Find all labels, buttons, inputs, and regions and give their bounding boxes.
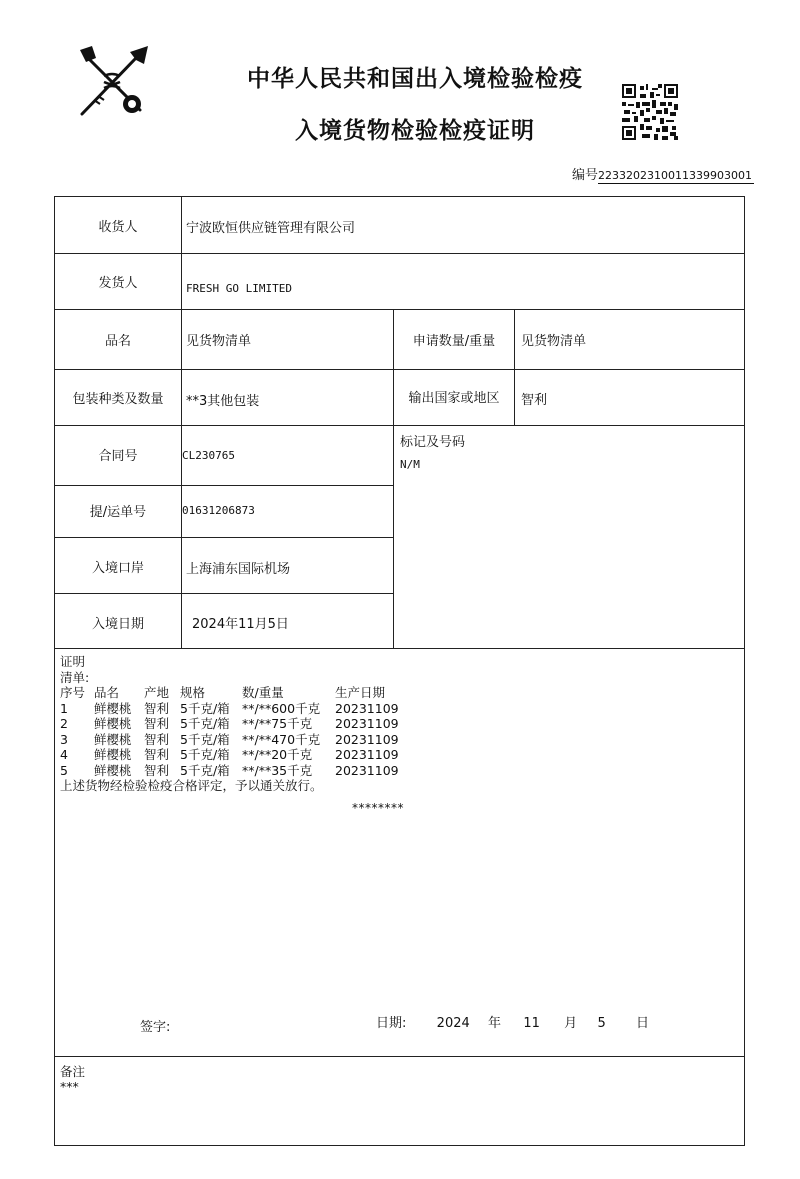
contract-label: 合同号	[98, 449, 138, 464]
origin-value: 智利	[521, 393, 548, 408]
row-number: 1	[60, 700, 68, 716]
date-month-unit: 月	[564, 1016, 578, 1031]
row-spec: 5千克/箱	[180, 762, 230, 778]
row-production-date: 20231109	[335, 731, 399, 747]
date-day-unit: 日	[636, 1016, 650, 1031]
row-spec: 5千克/箱	[180, 716, 230, 731]
column-header: 序号	[60, 685, 86, 700]
consignee-label: 收货人	[98, 220, 138, 235]
column-header: 生产日期	[335, 685, 386, 700]
consignee-value: 宁波欧恒供应链管理有限公司	[186, 221, 356, 236]
product-value: 见货物清单	[186, 334, 252, 349]
row-production-date: 20231109	[335, 747, 399, 762]
consignor-value: FRESH GO LIMITED	[186, 282, 292, 295]
row-number: 5	[60, 762, 68, 778]
certification-statement: 上述货物经检验检疫合格评定，予以通关放行。	[60, 778, 323, 793]
entry-date-value: 2024年11月5日	[192, 617, 289, 632]
date-day: 5	[597, 1016, 606, 1031]
row-number: 2	[60, 716, 68, 731]
column-header: 数/重量	[242, 685, 284, 700]
goods-list-header	[60, 685, 620, 701]
column-header: 产地	[144, 685, 170, 700]
packing-label: 包装种类及数量	[72, 392, 164, 407]
row-quantity: **/**600千克	[242, 700, 321, 716]
row-origin: 智利	[144, 747, 170, 762]
row-production-date: 20231109	[335, 700, 399, 716]
row-origin: 智利	[144, 716, 170, 731]
bill-of-lading-label: 提/运单号	[89, 505, 147, 520]
row-spec: 5千克/箱	[180, 731, 230, 747]
certification-body	[60, 654, 620, 794]
column-header: 品名	[94, 685, 120, 700]
signature-label: 签字:	[140, 1020, 171, 1035]
remarks-label: 备注	[60, 1064, 86, 1079]
contract-value: CL230765	[182, 449, 235, 462]
bill-of-lading-value: 01631206873	[182, 504, 255, 517]
goods-list-row	[60, 701, 620, 717]
row-product: 鲜樱桃	[94, 731, 132, 747]
consignor-label: 发货人	[98, 276, 138, 291]
origin-label: 输出国家或地区	[408, 391, 500, 406]
row-quantity: **/**35千克	[242, 762, 313, 778]
marks-value: N/M	[400, 458, 420, 471]
authority-title: 中华人民共和国出入境检验检疫	[247, 66, 583, 92]
column-header: 规格	[180, 685, 206, 700]
certificate-number-label: 编号	[572, 168, 599, 183]
row-product: 鲜樱桃	[94, 716, 132, 731]
date-year: 2024	[436, 1016, 470, 1031]
remarks	[60, 1064, 85, 1094]
entry-port-label: 入境口岸	[91, 561, 144, 576]
date-year-unit: 年	[488, 1016, 502, 1031]
row-product: 鲜樱桃	[94, 762, 132, 778]
certificate-number-value: 2233202310011339903001	[598, 169, 752, 182]
quantity-label: 申请数量/重量	[412, 334, 496, 349]
quantity-value: 见货物清单	[521, 334, 587, 349]
packing-value: **3其他包装	[186, 394, 260, 409]
row-quantity: **/**75千克	[242, 716, 313, 731]
row-spec: 5千克/箱	[180, 747, 230, 762]
row-number: 3	[60, 731, 68, 747]
goods-list-row	[60, 763, 620, 779]
certificate-number	[572, 164, 754, 184]
goods-list-heading: 清单:	[60, 669, 90, 685]
marks-label: 标记及号码	[400, 435, 466, 450]
goods-list-row	[60, 747, 620, 763]
row-number: 4	[60, 747, 68, 762]
product-label: 品名	[104, 334, 131, 349]
qr-code-icon	[622, 84, 678, 140]
entry-date-label: 入境日期	[91, 617, 144, 632]
date-month: 11	[523, 1016, 540, 1031]
goods-list-row	[60, 732, 620, 748]
row-origin: 智利	[144, 731, 170, 747]
row-product: 鲜樱桃	[94, 700, 132, 716]
date-label: 日期:	[376, 1016, 407, 1031]
row-spec: 5千克/箱	[180, 700, 230, 716]
certification-heading: 证明	[60, 654, 86, 669]
end-mark: ********	[352, 801, 404, 815]
row-quantity: **/**20千克	[242, 747, 313, 762]
row-production-date: 20231109	[335, 762, 399, 778]
row-production-date: 20231109	[335, 716, 399, 731]
entry-port-value: 上海浦东国际机场	[186, 562, 291, 577]
remarks-value: ***	[60, 1079, 79, 1094]
row-origin: 智利	[144, 700, 170, 716]
row-product: 鲜樱桃	[94, 747, 132, 762]
document-title: 入境货物检验检疫证明	[295, 118, 535, 144]
row-origin: 智利	[144, 762, 170, 778]
row-quantity: **/**470千克	[242, 731, 321, 747]
signature-date	[376, 1012, 649, 1031]
goods-list-row	[60, 716, 620, 732]
